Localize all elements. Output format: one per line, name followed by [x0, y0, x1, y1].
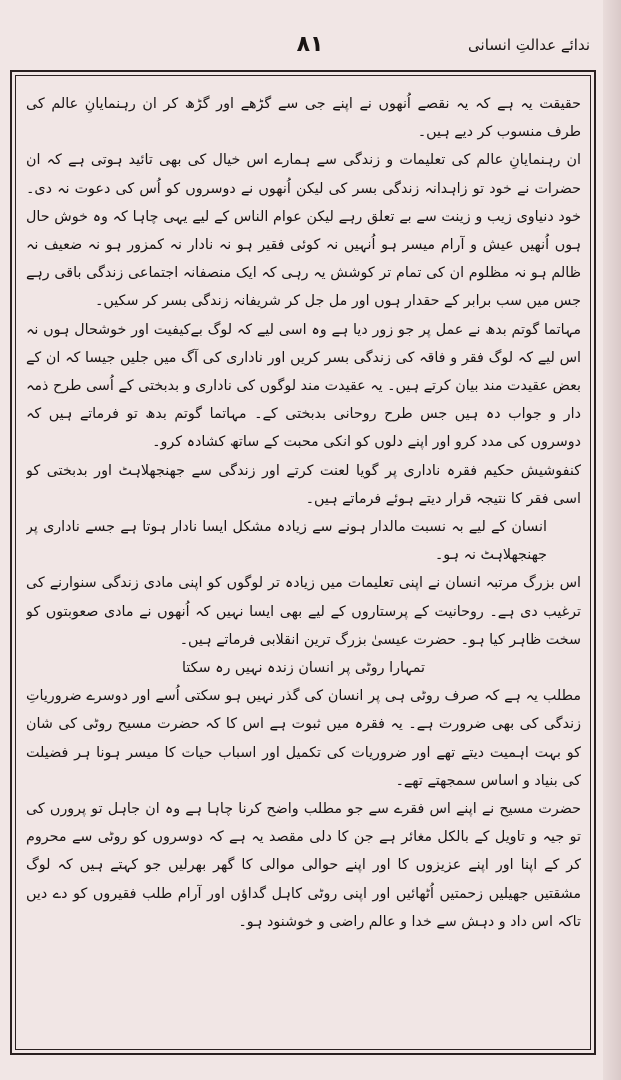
paragraph: مطلب یہ ہے کہ صرف روٹی ہی پر انسان کی گذر نہیں ہو سکتی اُسے اور دوسرے ضروریاتِ زندگی کی بھی ضرورت ہے۔ یہ فقرہ میں ثبوت ہے اس کا کہ حضرت مسیح روٹی کی شان کو بہت اہمیت دیتے تھے اور ضروریات کی تکمیل اور اسباب حیات کا میسر ہونا ہر فضیلت کی بنیاد و اساس سمجھتے تھے۔ — [26, 688, 581, 789]
page-spine-shadow — [603, 0, 621, 1080]
page-number: ۸۱ — [296, 32, 324, 57]
body-text — [26, 90, 581, 1040]
paragraph: کنفوشیش حکیم فقرہ ناداری پر گویا لعنت کرتے اور زندگی سے جھنجھلاہٹ اور بدبختی کو اسی فقر کا نتیجہ قرار دیتے ہوئے فرماتے ہیں۔ — [26, 462, 581, 507]
paragraph: ان رہنمایانِ عالم کی تعلیمات و زندگی سے ہمارے اس خیال کی بھی تائید ہوتی ہے کہ ان حضرات نے خود تو زاہدانہ زندگی بسر کی لیکن اُنھوں نے دوسروں کو اُس کی دعوت نہ دی۔ خود دنیاوی زیب و زینت سے بے تعلق رہے لیکن عوام الناس کے لیے یہی چاہا کہ وہ خوش حال ہوں اُنھیں عیش و آرام میسر ہو اُنہیں نہ کوئی فقیر ہو نہ نادار نہ کمزور ہو نہ ضعیف نہ ظالم ہو نہ مظلوم ان کی تمام تر کوشش یہ رہی کہ ایک منصفانہ اجتماعی زندگی باقی رہے جس میں سب برابر کے حقدار ہوں اور مل جل کر شریفانہ زندگی بسر کر سکیں۔ — [26, 152, 581, 310]
paragraph: اس بزرگ مرتبہ انسان نے اپنی تعلیمات میں زیادہ تر لوگوں کو اپنی مادی زندگی سنوارنے کی ترغیب دی ہے۔ روحانیت کے پرستاروں کے لیے بھی ایسا نہیں کہ اُنھوں نے مادی صعوبتوں کو سخت ظاہر کیا ہو۔ حضرت عیسیٰ بزرگ ترین انقلابی فرماتے ہیں۔ — [26, 575, 581, 648]
page-header — [0, 30, 603, 66]
paragraph: حضرت مسیح نے اپنے اس فقرے سے جو مطلب واضح کرنا چاہا ہے وہ ان جاہل تو پرورں کی تو جیہ و تاویل کے بالکل مغائر ہے جن کا دلی مقصد یہ ہے کہ دوسروں کو روٹی سے محروم کر کے اپنا اور اپنے عزیزوں کا اور اپنے حوالی موالی کا گھر بھرلیں جو کہتے ہیں کہ لوگ مشقتیں جھیلیں زحمتیں اُٹھائیں اور اپنی روٹی کاہل گداؤں اور آرام طلب فقیروں کو دے دیں تاکہ اس داد و دہش سے خدا و عالم راضی و خوشنود ہو۔ — [26, 801, 581, 930]
quote-line: تمہارا روٹی پر انسان زندہ نہیں رہ سکتا — [182, 660, 425, 677]
paragraph: حقیقت یہ ہے کہ یہ نقصے اُنھوں نے اپنے جی سے گڑھے اور گڑھ کر ان رہنمایانِ عالم کی طرف منسوب کر دیے ہیں۔ — [26, 96, 581, 141]
quote-paragraph: انسان کے لیے بہ نسبت مالدار ہونے سے زیادہ مشکل ایسا نادار ہوتا ہے جسے ناداری پر جھنجھلاہٹ نہ ہو۔ — [26, 519, 547, 564]
running-title: ندائے عدالتِ انسانی — [468, 36, 590, 54]
paragraph: مہاتما گوتم بدھ نے عمل پر جو زور دیا ہے وہ اسی لیے کہ لوگ بےکیفیت اور خوشحال ہوں نہ اس لیے کہ لوگ فقر و فاقہ کی زندگی بسر کریں اور ناداری کی آگ میں جلیں جیسا کہ ان کے بعض عقیدت مند بیان کرتے ہیں۔ یہ عقیدت مند لوگوں کی ناداری و بدبختی کے اُسی طرح ذمہ دار و جواب دہ ہیں جس طرح روحانی بدبختی کے۔ مہاتما گوتم بدھ تو فرماتے ہیں کہ دوسروں کی مدد کرو اور اپنے دلوں کو انکی محبت کے ساتھ کشادہ کرو۔ — [26, 321, 581, 451]
